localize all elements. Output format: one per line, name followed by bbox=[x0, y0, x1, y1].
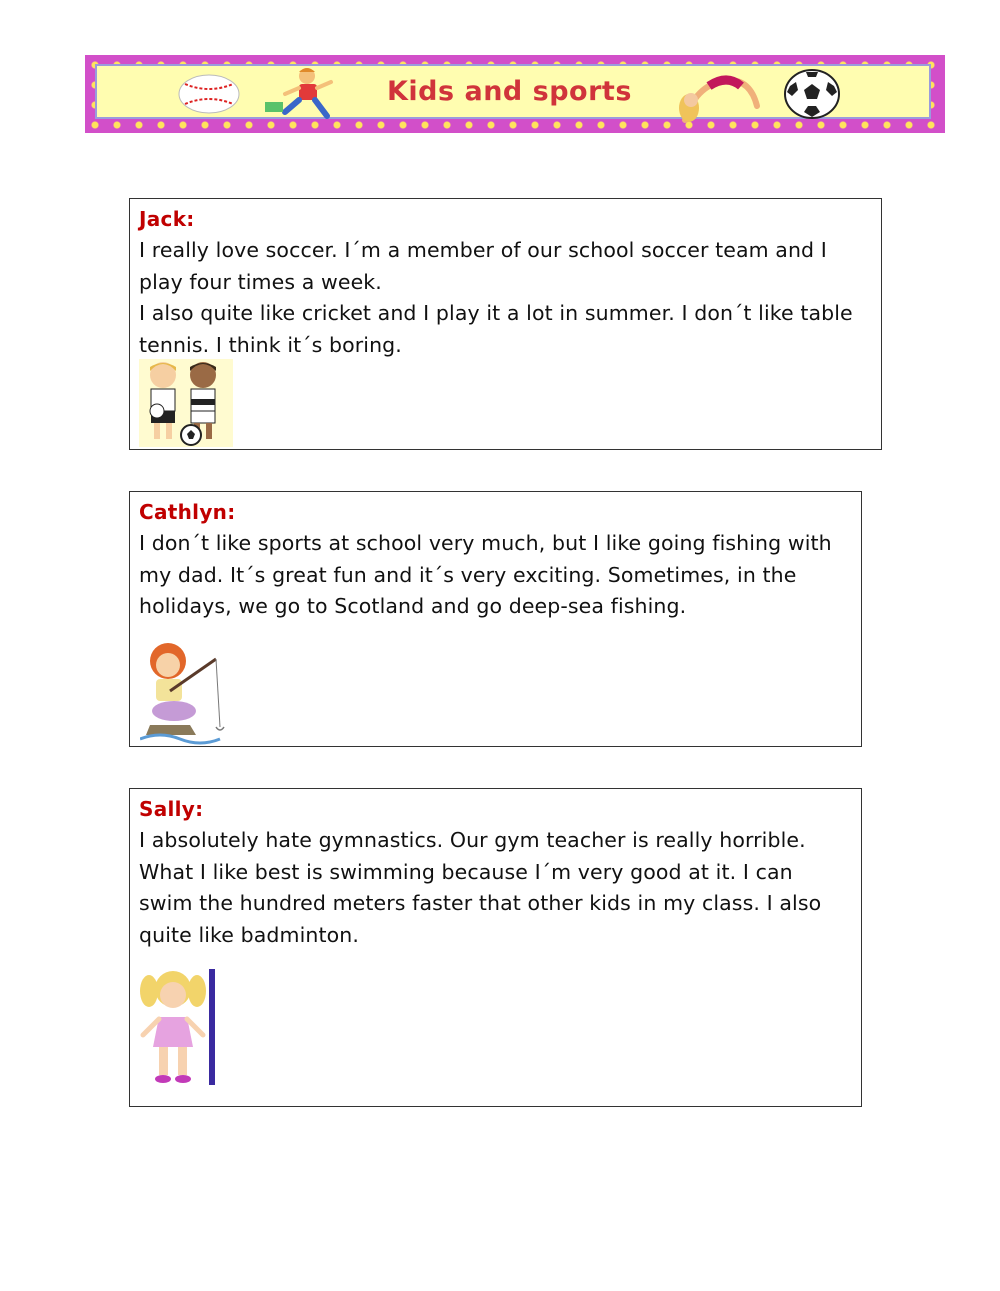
gymnast-icon bbox=[675, 66, 765, 124]
soccer-ball-icon bbox=[782, 68, 842, 120]
banner-panel bbox=[95, 64, 931, 119]
kid-card-jack bbox=[129, 198, 882, 450]
kid-name: Jack: bbox=[139, 207, 195, 231]
fishing-girl-illustration bbox=[140, 639, 230, 745]
gymnast-girl-illustration bbox=[139, 969, 219, 1087]
kid-text-paragraph: I also quite like cricket and I play it a lot in summer. I don´t like table tennis. I think it´s boring. bbox=[139, 301, 853, 357]
kid-name: Sally: bbox=[139, 797, 204, 821]
kid-text-paragraph: I don´t like sports at school very much, but I like going fishing with my dad. It´s great fun and it´s very exciting. Sometimes, in the holidays, we go to Scotland and go deep-sea fishing. bbox=[139, 531, 832, 618]
kid-card-sally bbox=[129, 788, 862, 1107]
baseball-icon bbox=[177, 72, 241, 116]
banner-title: Kids and sports bbox=[387, 76, 632, 107]
kid-name: Cathlyn: bbox=[139, 500, 236, 524]
kid-card-cathlyn bbox=[129, 491, 862, 747]
kid-text-paragraph: I really love soccer. I´m a member of our school soccer team and I play four times a week. bbox=[139, 238, 827, 294]
soccer-boys-illustration bbox=[139, 359, 233, 447]
header-banner bbox=[85, 55, 945, 133]
kid-text-paragraph: I absolutely hate gymnastics. Our gym teacher is really horrible. What I like best is swimming because I´m very good at it. I can swim the hundred meters faster that other kids in my class. I also quite like badminton. bbox=[139, 828, 822, 947]
running-kid-icon bbox=[257, 66, 347, 124]
